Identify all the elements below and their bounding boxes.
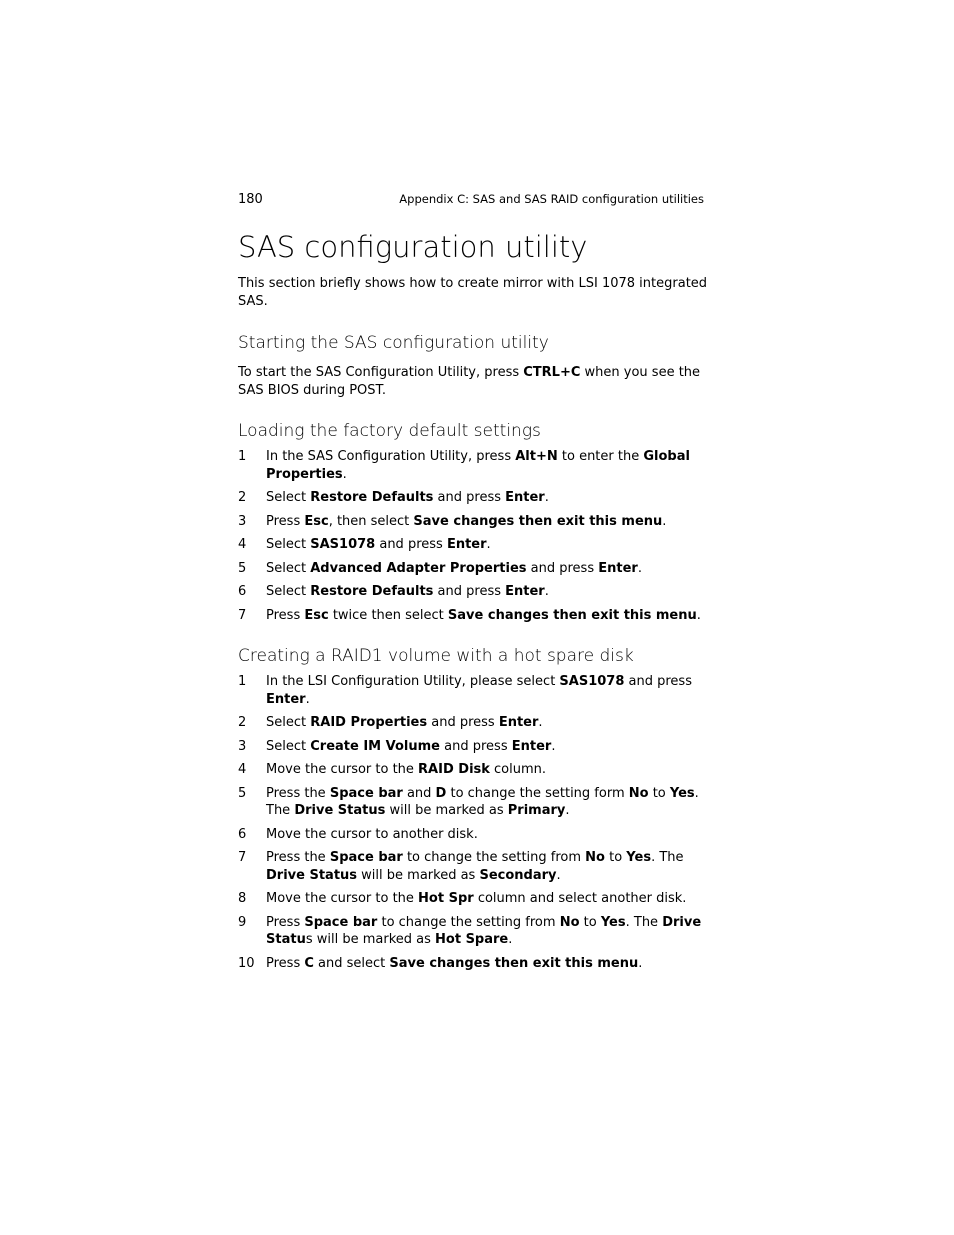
step-number: 4 xyxy=(238,537,247,552)
text-run: column. xyxy=(489,762,547,777)
text-run: Select xyxy=(266,537,311,552)
bold-term: Restore Defaults xyxy=(310,584,434,599)
text-run: . xyxy=(538,715,543,730)
text-run: In the LSI Configuration Utility, please select xyxy=(266,674,560,689)
raid1-steps xyxy=(238,673,708,978)
text-run: . xyxy=(637,560,642,576)
text-run: . xyxy=(544,584,549,599)
step-number: 5 xyxy=(238,785,247,801)
text-run: . xyxy=(638,955,643,971)
text-run: . xyxy=(486,537,491,552)
bold-term: SAS1078 xyxy=(310,537,376,552)
bold-term: Space bar xyxy=(329,850,403,865)
text-run: and press xyxy=(624,674,692,689)
bold-term: Enter xyxy=(498,715,539,730)
step-item xyxy=(238,849,708,884)
step-item xyxy=(238,955,708,973)
step-item xyxy=(238,560,708,578)
text-run: and select xyxy=(313,955,390,971)
bold-term: Secondary xyxy=(479,867,557,883)
bold-term: No xyxy=(628,785,649,801)
section-heading-starting: Starting the SAS configuration utility xyxy=(238,333,549,353)
text-run: Press xyxy=(266,607,305,623)
text-run: and press xyxy=(433,584,506,599)
text-run: Select xyxy=(266,560,311,576)
text-run: Select xyxy=(266,715,311,730)
step-number: 9 xyxy=(238,914,247,930)
bold-term: RAID Properties xyxy=(310,715,428,730)
text-run: . xyxy=(662,513,667,529)
text-run: Press xyxy=(266,955,305,971)
bold-term: Hot Spr xyxy=(418,891,474,906)
bold-term: Create IM Volume xyxy=(310,738,441,754)
step-item xyxy=(238,513,708,531)
step-number: 3 xyxy=(238,738,247,754)
bold-term: Hot Spare xyxy=(435,932,509,947)
step-number: 3 xyxy=(238,513,247,529)
bold-term: RAID Disk xyxy=(418,762,490,777)
step-number: 4 xyxy=(238,762,247,777)
text-run: Select xyxy=(266,738,311,754)
text-run: Press the xyxy=(266,850,330,865)
text-run: . The xyxy=(266,785,699,818)
bold-term: Esc xyxy=(304,607,329,623)
text-run: . xyxy=(556,867,561,883)
text-run: when you see the SAS BIOS during POST. xyxy=(238,365,701,398)
bold-term: SAS1078 xyxy=(559,674,625,689)
text-run: . xyxy=(342,466,347,482)
text-run: Press the xyxy=(266,785,330,801)
bold-term: Enter xyxy=(505,584,545,599)
bold-term: Drive Status xyxy=(294,803,386,818)
bold-term: Global Properties xyxy=(266,449,690,482)
text-run: . xyxy=(508,932,513,947)
bold-term: Yes xyxy=(600,914,626,930)
bold-term: Save changes then exit this menu xyxy=(447,607,697,623)
text-run: s will be marked as xyxy=(305,932,436,947)
bold-term: Space bar xyxy=(329,785,403,801)
bold-term: Enter xyxy=(598,560,638,576)
text-run: Move the cursor to another disk. xyxy=(266,826,478,842)
step-number: 2 xyxy=(238,715,247,730)
text-run: . The xyxy=(651,850,684,865)
text-run: . xyxy=(551,738,556,754)
text-run: Press xyxy=(266,914,305,930)
bold-term: D xyxy=(435,785,447,801)
bold-term: CTRL+C xyxy=(523,365,581,380)
step-item xyxy=(238,826,708,844)
bold-term: Restore Defaults xyxy=(310,490,434,505)
step-item xyxy=(238,607,708,625)
text-run: twice then select xyxy=(328,607,448,623)
step-item xyxy=(238,738,708,756)
step-number: 7 xyxy=(238,607,247,623)
step-item xyxy=(238,536,708,554)
text-run: To start the SAS Configuration Utility, press xyxy=(238,365,524,380)
text-run: will be marked as xyxy=(385,803,508,818)
step-number: 8 xyxy=(238,891,247,906)
step-item xyxy=(238,890,708,908)
page-number: 180 xyxy=(238,192,263,207)
text-run: and press xyxy=(433,490,506,505)
text-run: Press xyxy=(266,513,305,529)
text-run: and press xyxy=(427,715,499,730)
text-run: Select xyxy=(266,490,311,505)
text-run: , then select xyxy=(328,513,414,529)
step-item xyxy=(238,914,708,949)
step-number: 6 xyxy=(238,826,247,842)
step-item xyxy=(238,714,708,732)
text-run: . xyxy=(696,607,701,623)
text-run: to change the setting form xyxy=(446,785,629,801)
step-item xyxy=(238,761,708,779)
step-item xyxy=(238,583,708,601)
bold-term: Drive Status xyxy=(266,867,358,883)
bold-term: Space bar xyxy=(304,914,378,930)
text-run: . xyxy=(565,803,570,818)
text-run: . The xyxy=(625,914,663,930)
text-run: to xyxy=(604,850,627,865)
starting-paragraph xyxy=(238,364,708,400)
text-run: and press xyxy=(440,738,512,754)
bold-term: Advanced Adapter Properties xyxy=(310,560,527,576)
factory-defaults-steps xyxy=(238,448,708,630)
text-run: In the SAS Configuration Utility, press xyxy=(266,449,516,464)
step-item xyxy=(238,489,708,507)
step-item xyxy=(238,448,708,483)
step-number: 6 xyxy=(238,584,247,599)
text-run: . xyxy=(305,691,310,707)
bold-term: Save changes then exit this menu xyxy=(413,513,663,529)
running-header xyxy=(238,192,704,210)
bold-term: Drive Statu xyxy=(266,914,702,947)
bold-term: No xyxy=(585,850,605,865)
text-run: Select xyxy=(266,584,311,599)
text-run: column and select another disk. xyxy=(473,891,687,906)
bold-term: Enter xyxy=(446,537,487,552)
step-number: 1 xyxy=(238,449,247,464)
bold-term: Yes xyxy=(669,785,695,801)
text-run: to xyxy=(648,785,670,801)
bold-term: Yes xyxy=(626,850,652,865)
text-run: Move the cursor to the xyxy=(266,891,419,906)
text-run: . xyxy=(544,490,549,505)
text-run: to enter the xyxy=(557,449,644,464)
step-number: 1 xyxy=(238,674,247,689)
text-run: and press xyxy=(526,560,599,576)
step-number: 10 xyxy=(238,955,255,971)
section-heading-raid1: Creating a RAID1 volume with a hot spare disk xyxy=(238,646,634,666)
step-item xyxy=(238,673,708,708)
running-title: Appendix C: SAS and SAS RAID configuration utilities xyxy=(399,192,704,206)
text-run: to change the setting from xyxy=(402,850,586,865)
text-run: and xyxy=(402,785,436,801)
section-heading-factory-defaults: Loading the factory default settings xyxy=(238,421,541,441)
intro-paragraph: This section briefly shows how to create mirror with LSI 1078 integrated SAS. xyxy=(238,276,708,309)
step-number: 2 xyxy=(238,490,247,505)
step-number: 7 xyxy=(238,850,247,865)
text-run: Move the cursor to the xyxy=(266,762,419,777)
bold-term: Esc xyxy=(304,513,329,529)
bold-term: Enter xyxy=(266,691,306,707)
page-title: SAS configuration utility xyxy=(238,230,588,264)
text-run: will be marked as xyxy=(357,867,480,883)
bold-term: Alt+N xyxy=(515,449,558,464)
bold-term: C xyxy=(304,955,314,971)
step-number: 5 xyxy=(238,560,247,576)
bold-term: No xyxy=(559,914,580,930)
text-run: to change the setting from xyxy=(377,914,560,930)
step-item xyxy=(238,785,708,820)
text-run: to xyxy=(579,914,601,930)
bold-term: Enter xyxy=(511,738,552,754)
text-run: and press xyxy=(375,537,447,552)
bold-term: Primary xyxy=(507,803,566,818)
bold-term: Save changes then exit this menu xyxy=(389,955,639,971)
bold-term: Enter xyxy=(505,490,545,505)
